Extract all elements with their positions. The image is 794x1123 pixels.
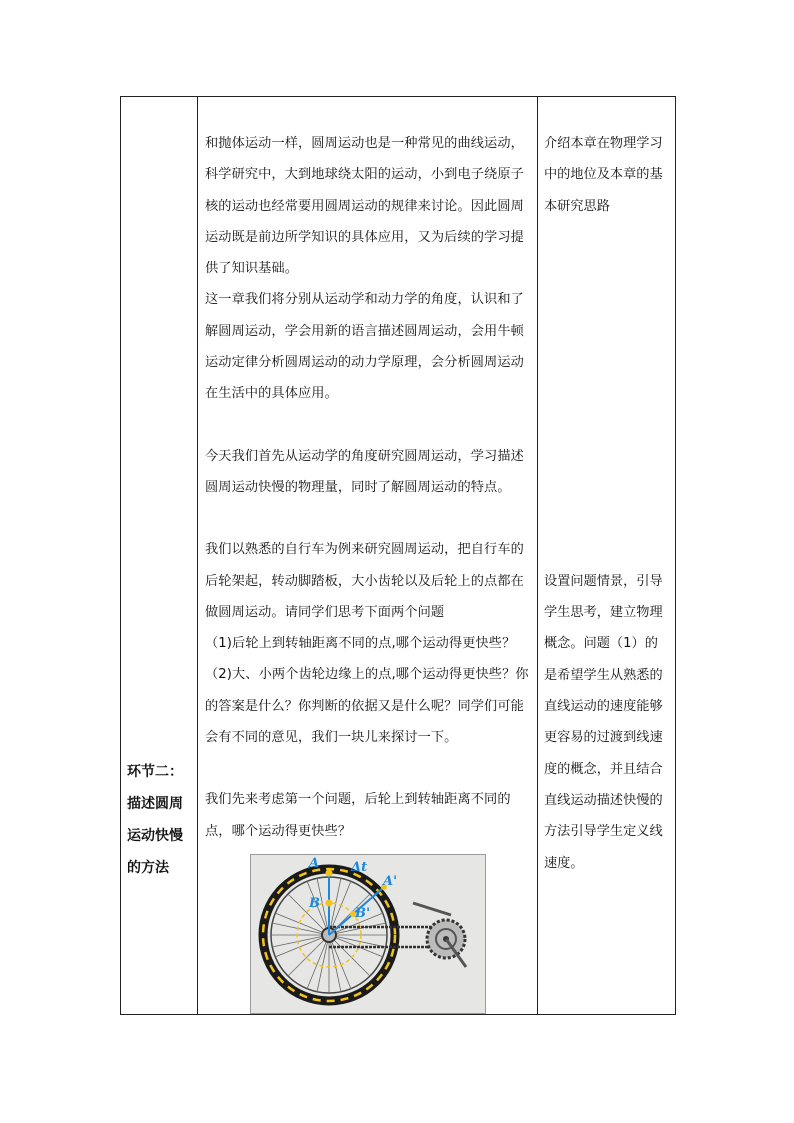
note-paragraph: 设置问题情景，引导学生思考，建立物理概念。问题（1）的是希望学生从熟悉的直线运动的速度能够更容易的过渡到线速度的概念，并且结合直线运动描述快慢的方法引导学生定义线速度。	[544, 573, 663, 871]
point-b-label: B	[309, 895, 321, 911]
stage-label-line: 环节二：	[127, 764, 183, 780]
delta-t-label: Δt	[351, 859, 368, 875]
lesson-table	[120, 96, 676, 1015]
stage-cell	[121, 97, 198, 1015]
stage-label-line: 运动快慢	[127, 828, 183, 844]
point-a-prime-label: A'	[383, 873, 398, 889]
content-paragraph: 我们先来考虑第一个问题，后轮上到转轴距离不同的点，哪个运动得更快些？	[205, 792, 511, 839]
stage-label-line: 的方法	[127, 860, 169, 876]
content-paragraph: 我们以熟悉的自行车为例来研究圆周运动，把自行车的后轮架起，转动脚踏板，大小齿轮以及后轮上的点都在做圆周运动。请同学们思考下面两个问题	[205, 542, 524, 620]
bicycle-wheel-diagram	[251, 855, 485, 1013]
question-2: （2)大、小两个齿轮边缘上的点,哪个运动得更快些？你的答案是什么？你判断的依据又是什么呢？同学们可能会有不同的意见，我们一块儿来探讨一下。	[205, 667, 529, 746]
content-paragraph: 和抛体运动一样，圆周运动也是一种常见的曲线运动，科学研究中，大到地球绕太阳的运动，小到电子绕原子核的运动也经常要用圆周运动的规律来讨论。因此圆周运动既是前边所学知识的具体应用，又为后续的学习提供了知识基础。	[205, 136, 524, 277]
stage-label	[127, 756, 193, 884]
content-paragraph: 这一章我们将分别从运动学和动力学的角度，认识和了解圆周运动，学会用新的语言描述圆周运动，会用牛顿运动定律分析圆周运动的动力学原理，会分析圆周运动在生活中的具体应用。	[205, 292, 524, 402]
question-1: （1)后轮上到转轴距离不同的点,哪个运动得更快些？	[205, 636, 516, 652]
stage-label-line: 描述圆周	[127, 796, 183, 812]
table-row	[121, 97, 676, 1015]
note-paragraph: 介绍本章在物理学习中的地位及本章的基本研究思路	[544, 136, 663, 214]
content-paragraph: 今天我们首先从运动学的角度研究圆周运动，学习描述圆周运动快慢的物理量，同时了解圆周运动的特点。	[205, 448, 524, 495]
point-b-prime-label: B'	[355, 905, 371, 921]
point-a-label: A	[309, 855, 320, 871]
bicycle-wheel-figure	[250, 854, 486, 1014]
notes-cell	[538, 97, 676, 1015]
content-cell	[198, 97, 538, 1015]
